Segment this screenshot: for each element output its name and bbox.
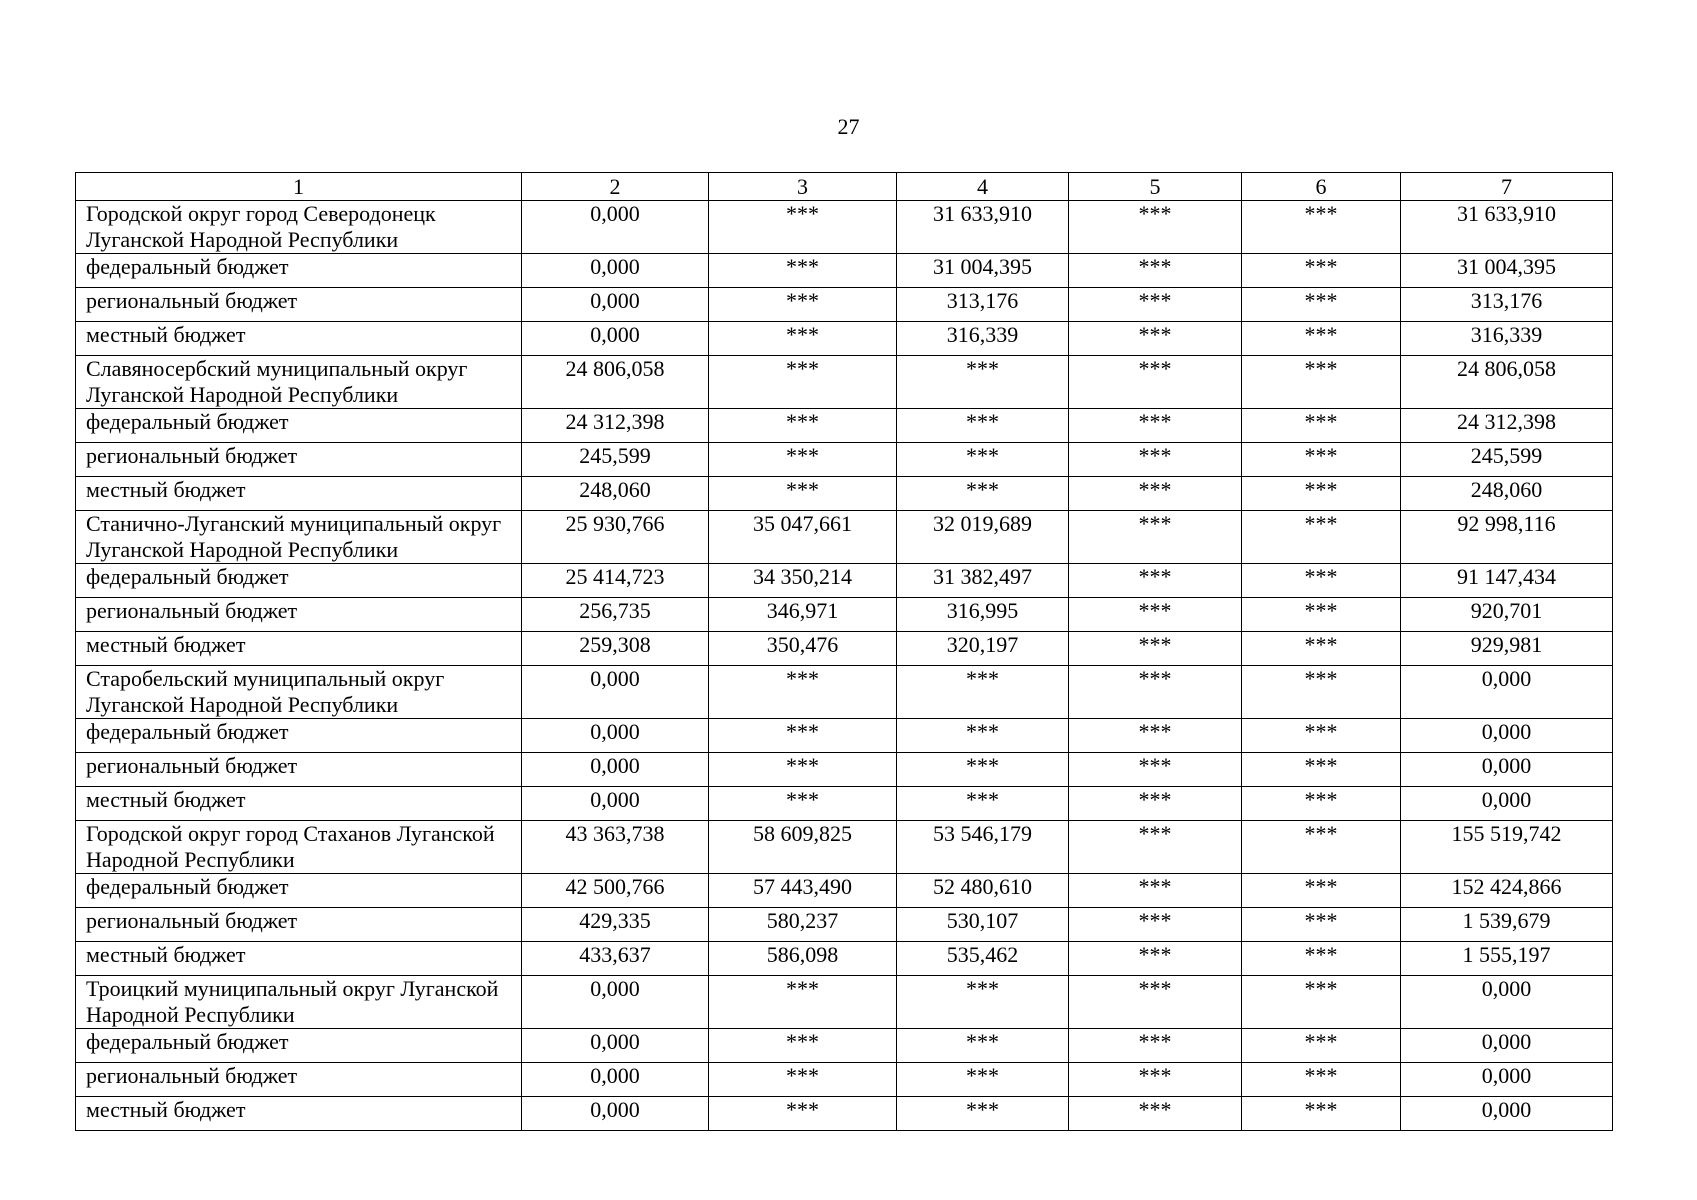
table-cell: 316,339 [1401,322,1613,356]
table-cell: *** [897,1029,1069,1063]
table-cell: *** [897,409,1069,443]
table-cell: 0,000 [522,976,709,1029]
table-row [76,477,1613,511]
table-cell: *** [709,1063,897,1097]
table-cell: 57 443,490 [709,874,897,908]
table-cell: 429,335 [522,908,709,942]
table-row [76,254,1613,288]
table-cell: 1 555,197 [1401,942,1613,976]
table-cell: 34 350,214 [709,564,897,598]
table-cell: 24 312,398 [522,409,709,443]
table-cell: *** [1069,666,1242,719]
table-cell: *** [1069,356,1242,409]
table-cell: *** [897,1063,1069,1097]
table-cell: 920,701 [1401,598,1613,632]
row-label: федеральный бюджет [76,719,522,753]
table-cell: 58 609,825 [709,821,897,874]
table-cell: *** [897,719,1069,753]
table-cell: *** [1069,942,1242,976]
table-cell: 586,098 [709,942,897,976]
table-cell: 25 930,766 [522,511,709,564]
table-cell: 43 363,738 [522,821,709,874]
table-cell: *** [1069,443,1242,477]
table-cell: 316,339 [897,322,1069,356]
table-row [76,753,1613,787]
row-label: региональный бюджет [76,443,522,477]
table-cell: 0,000 [1401,1097,1613,1131]
row-label: региональный бюджет [76,598,522,632]
table-row-municipality [76,976,1613,1029]
row-label: местный бюджет [76,1097,522,1131]
table-row [76,409,1613,443]
table-cell: *** [1069,409,1242,443]
row-label: федеральный бюджет [76,564,522,598]
table-cell: 0,000 [522,288,709,322]
table-cell: 0,000 [522,753,709,787]
table-cell: *** [709,409,897,443]
table-cell: *** [897,666,1069,719]
row-label: региональный бюджет [76,753,522,787]
table-cell: 346,971 [709,598,897,632]
table-cell: *** [1069,201,1242,254]
row-label: федеральный бюджет [76,1029,522,1063]
table-cell: *** [1242,201,1401,254]
row-label: местный бюджет [76,632,522,666]
table-cell: *** [709,976,897,1029]
table-cell: 0,000 [522,322,709,356]
table-cell: 316,995 [897,598,1069,632]
table-cell: *** [709,787,897,821]
table-row [76,632,1613,666]
table-cell: 248,060 [522,477,709,511]
table-cell: *** [897,356,1069,409]
table-cell: *** [1069,322,1242,356]
table-cell: *** [1069,288,1242,322]
table-cell: *** [1242,409,1401,443]
row-label: Городской округ город Стаханов Луганской Народной Республики [76,821,522,874]
table-cell: 530,107 [897,908,1069,942]
table-row [76,1063,1613,1097]
table-cell: 313,176 [1401,288,1613,322]
table-cell: *** [709,254,897,288]
table-cell: *** [709,1097,897,1131]
table-cell: *** [1069,477,1242,511]
table-cell: 0,000 [1401,976,1613,1029]
table-cell: 0,000 [1401,753,1613,787]
row-label: Славяносербский муниципальный округ Луганской Народной Республики [76,356,522,409]
table-cell: *** [709,477,897,511]
table-cell: 580,237 [709,908,897,942]
table-cell: *** [709,719,897,753]
column-header: 2 [522,173,709,201]
row-label: региональный бюджет [76,1063,522,1097]
table-cell: 0,000 [522,254,709,288]
column-header: 6 [1242,173,1401,201]
table-cell: 31 004,395 [897,254,1069,288]
table-row-municipality [76,666,1613,719]
table-cell: *** [1069,753,1242,787]
table-cell: *** [1242,787,1401,821]
table-cell: *** [1069,874,1242,908]
table-cell: 245,599 [1401,443,1613,477]
table-cell: *** [1242,942,1401,976]
table-cell: 929,981 [1401,632,1613,666]
row-label: региональный бюджет [76,288,522,322]
table-cell: 31 004,395 [1401,254,1613,288]
table-cell: *** [1069,564,1242,598]
table-cell: *** [709,356,897,409]
table-cell: *** [1242,511,1401,564]
table-cell: *** [1069,511,1242,564]
table-cell: 433,637 [522,942,709,976]
table-cell: *** [1069,1097,1242,1131]
column-header: 3 [709,173,897,201]
table-cell: 0,000 [522,1063,709,1097]
table-cell: *** [1069,632,1242,666]
table-cell: 535,462 [897,942,1069,976]
table-cell: *** [1069,719,1242,753]
table-cell: *** [1242,1097,1401,1131]
table-row [76,719,1613,753]
table-cell: 350,476 [709,632,897,666]
row-label: Старобельский муниципальный округ Луганской Народной Республики [76,666,522,719]
table-row [76,564,1613,598]
table-cell: *** [1242,1063,1401,1097]
row-label: Станично-Луганский муниципальный округ Луганской Народной Республики [76,511,522,564]
table-cell: *** [1242,443,1401,477]
table-cell: *** [1242,976,1401,1029]
table-cell: *** [1242,322,1401,356]
table-row-municipality [76,511,1613,564]
table-cell: *** [1242,288,1401,322]
table-cell: *** [1069,254,1242,288]
table-cell: *** [1242,632,1401,666]
table-cell: 152 424,866 [1401,874,1613,908]
table-cell: *** [1069,787,1242,821]
table-cell: *** [1242,821,1401,874]
table-cell: 248,060 [1401,477,1613,511]
table-cell: 92 998,116 [1401,511,1613,564]
table-cell: 0,000 [522,1029,709,1063]
row-label: местный бюджет [76,942,522,976]
table-row [76,787,1613,821]
table-cell: 0,000 [1401,1063,1613,1097]
row-label: региональный бюджет [76,908,522,942]
table-cell: *** [897,753,1069,787]
row-label: Троицкий муниципальный округ Луганской Народной Республики [76,976,522,1029]
table-row [76,322,1613,356]
table-cell: 24 806,058 [522,356,709,409]
table-cell: 35 047,661 [709,511,897,564]
table-cell: *** [709,753,897,787]
column-header: 5 [1069,173,1242,201]
table-cell: *** [897,443,1069,477]
table-cell: *** [1242,874,1401,908]
table-cell: 0,000 [522,666,709,719]
table-cell: *** [1242,666,1401,719]
table-header [76,173,1613,201]
table-cell: *** [897,976,1069,1029]
table-cell: 320,197 [897,632,1069,666]
table-row [76,443,1613,477]
table-cell: *** [709,201,897,254]
table-row [76,874,1613,908]
table-cell: 0,000 [522,201,709,254]
table-cell: *** [1242,254,1401,288]
row-label: Городской округ город Северодонецк Луганской Народной Республики [76,201,522,254]
table-cell: 25 414,723 [522,564,709,598]
table-cell: 259,308 [522,632,709,666]
table-cell: *** [709,666,897,719]
table-row [76,1097,1613,1131]
table-row-municipality [76,821,1613,874]
table-cell: 52 480,610 [897,874,1069,908]
row-label: федеральный бюджет [76,874,522,908]
table-cell: *** [897,787,1069,821]
row-label: местный бюджет [76,787,522,821]
table-cell: *** [897,477,1069,511]
table-cell: 0,000 [1401,1029,1613,1063]
column-header: 4 [897,173,1069,201]
table-cell: 24 312,398 [1401,409,1613,443]
table-cell: 31 382,497 [897,564,1069,598]
table-cell: *** [1242,719,1401,753]
page-number: 27 [837,114,860,139]
table-row-municipality [76,356,1613,409]
table-cell: *** [709,322,897,356]
table-cell: *** [709,288,897,322]
table-cell: *** [1242,564,1401,598]
table-cell: 31 633,910 [897,201,1069,254]
row-label: федеральный бюджет [76,254,522,288]
table-cell: *** [1242,598,1401,632]
table-cell: 0,000 [522,1097,709,1131]
table-cell: *** [1242,908,1401,942]
table-row [76,942,1613,976]
table-row [76,908,1613,942]
table-row [76,1029,1613,1063]
table-cell: 0,000 [522,719,709,753]
table-cell: *** [709,443,897,477]
table-cell: 0,000 [522,787,709,821]
table-cell: 0,000 [1401,787,1613,821]
header-row [76,173,1613,201]
table-cell: 0,000 [1401,719,1613,753]
table-cell: *** [1069,1063,1242,1097]
row-label: местный бюджет [76,477,522,511]
column-header: 1 [76,173,522,201]
table-cell: *** [1069,908,1242,942]
table-cell: 1 539,679 [1401,908,1613,942]
table-cell: *** [709,1029,897,1063]
table-cell: 256,735 [522,598,709,632]
column-header: 7 [1401,173,1613,201]
table-cell: 313,176 [897,288,1069,322]
table-cell: *** [1069,976,1242,1029]
table-cell: 91 147,434 [1401,564,1613,598]
table-cell: 245,599 [522,443,709,477]
table-cell: 53 546,179 [897,821,1069,874]
table-cell: 155 519,742 [1401,821,1613,874]
budget-table [75,172,1613,1131]
table-cell: 24 806,058 [1401,356,1613,409]
table-cell: *** [1069,598,1242,632]
table-cell: 0,000 [1401,666,1613,719]
table-cell: *** [1069,821,1242,874]
table-row [76,288,1613,322]
table-row-municipality [76,201,1613,254]
table-cell: *** [897,1097,1069,1131]
table-row [76,598,1613,632]
table-cell: 31 633,910 [1401,201,1613,254]
table-cell: 32 019,689 [897,511,1069,564]
table-cell: 42 500,766 [522,874,709,908]
table-body [76,201,1613,1131]
table-cell: *** [1069,1029,1242,1063]
row-label: местный бюджет [76,322,522,356]
table-cell: *** [1242,356,1401,409]
row-label: федеральный бюджет [76,409,522,443]
table-cell: *** [1242,477,1401,511]
table-cell: *** [1242,1029,1401,1063]
table-cell: *** [1242,753,1401,787]
